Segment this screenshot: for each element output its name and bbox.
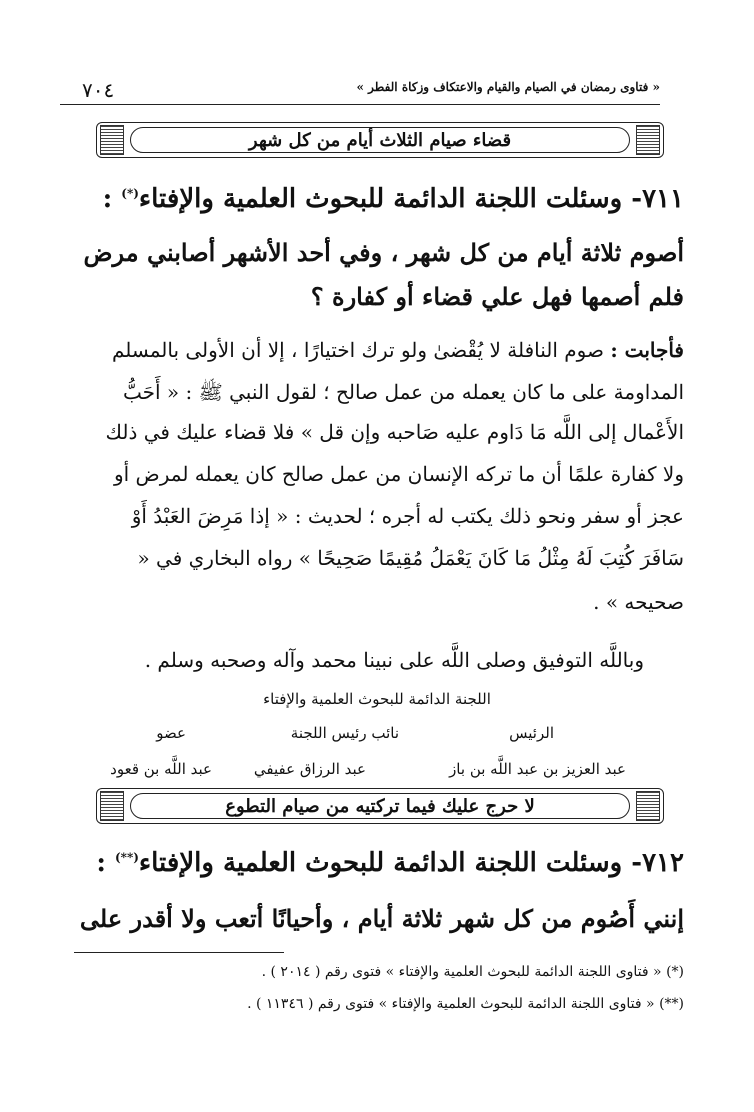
role-chairman: الرئيس <box>509 724 554 742</box>
fatwa-heading <box>96 848 684 878</box>
section-banner <box>96 788 664 824</box>
answer-line: سَافَرَ كُتِبَ لَهُ مِثْلُ مَا كَانَ يَعْمَلُ مُقِيمًا صَحِيحًا » رواه البخاري في « <box>137 546 684 570</box>
book-title: « فتاوى رمضان في الصيام والقيام والاعتكاف وزكاة الفطر » <box>356 80 660 94</box>
question-line: فلم أصمها فهل علي قضاء أو كفارة ؟ <box>310 282 684 311</box>
banner-ornament-right <box>636 125 660 155</box>
banner-title: لا حرج عليك فيما تركتيه من صيام التطوع <box>130 793 630 819</box>
committee-name: اللجنة الدائمة للبحوث العلمية والإفتاء <box>263 690 491 708</box>
page-number: ٧٠٤ <box>82 78 115 102</box>
fatwa-heading-text: ٧١١- وسئلت اللجنة الدائمة للبحوث العلمية والإفتاء <box>138 184 684 214</box>
footnote: (**) « فتاوى اللجنة الدائمة للبحوث العلمية والإفتاء » فتوى رقم ( ١١٣٤٦ ) . <box>247 996 684 1012</box>
header-rule <box>60 104 660 105</box>
role-deputy: نائب رئيس اللجنة <box>290 724 399 742</box>
banner-title: قضاء صيام الثلاث أيام من كل شهر <box>130 127 630 153</box>
question-line: أصوم ثلاثة أيام من كل شهر ، وفي أحد الأشهر أصابني مرض <box>83 238 684 267</box>
banner-ornament-left <box>100 791 124 821</box>
answer-line: صحيحه » . <box>593 590 684 614</box>
section-banner <box>96 122 664 158</box>
role-member: عضو <box>156 724 186 742</box>
banner-ornament-right <box>636 791 660 821</box>
footnote: (*) « فتاوى اللجنة الدائمة للبحوث العلمية والإفتاء » فتوى رقم ( ٢٠١٤ ) . <box>261 964 684 980</box>
heading-colon: : <box>102 184 113 214</box>
running-header <box>60 70 660 106</box>
answer-lead: فأجابت : <box>610 338 684 362</box>
closing-line: وباللَّه التوفيق وصلى اللَّه على نبينا محمد وآله وصحبه وسلم . <box>144 648 644 672</box>
answer-line: ولا كفارة علمًا أن ما تركه الإنسان من عمل صالح كان يعمله لمرض أو <box>113 462 684 486</box>
banner-ornament-left <box>100 125 124 155</box>
question-line: إنني أَصُوم من كل شهر ثلاثة أيام ، وأحيانًا أتعب ولا أقدر على <box>79 904 684 933</box>
footnote-reference[interactable]: (*) <box>121 186 139 201</box>
member-chairman: عبد العزيز بن عبد اللَّه بن باز <box>449 760 626 778</box>
fatwa-heading <box>103 184 684 214</box>
member-deputy: عبد الرزاق عفيفي <box>253 760 366 778</box>
member-member: عبد اللَّه بن قعود <box>110 760 212 778</box>
answer-line <box>112 338 684 362</box>
footnote-rule <box>74 952 284 953</box>
answer-line: المداومة على ما كان يعمله من عمل صالح ؛ لقول النبي ﷺ : « أَحَبُّ <box>123 380 684 404</box>
fatwa-heading-text: ٧١٢- وسئلت اللجنة الدائمة للبحوث العلمية والإفتاء <box>138 848 684 878</box>
answer-line: الأَعْمال إلى اللَّه مَا دَاوم عليه صَاحبه وإن قل » فلا قضاء عليك في ذلك <box>105 420 684 444</box>
answer-text: صوم النافلة لا يُقْضىٰ ولو ترك اختيارًا ، إلا أن الأولى بالمسلم <box>111 338 604 362</box>
heading-colon: : <box>96 848 106 878</box>
footnote-reference[interactable]: (**) <box>115 850 139 865</box>
answer-line: عجز أو سفر ونحو ذلك يكتب له أجره ؛ لحديث : « إذا مَرِضَ العَبْدُ أَوْ <box>131 504 684 528</box>
